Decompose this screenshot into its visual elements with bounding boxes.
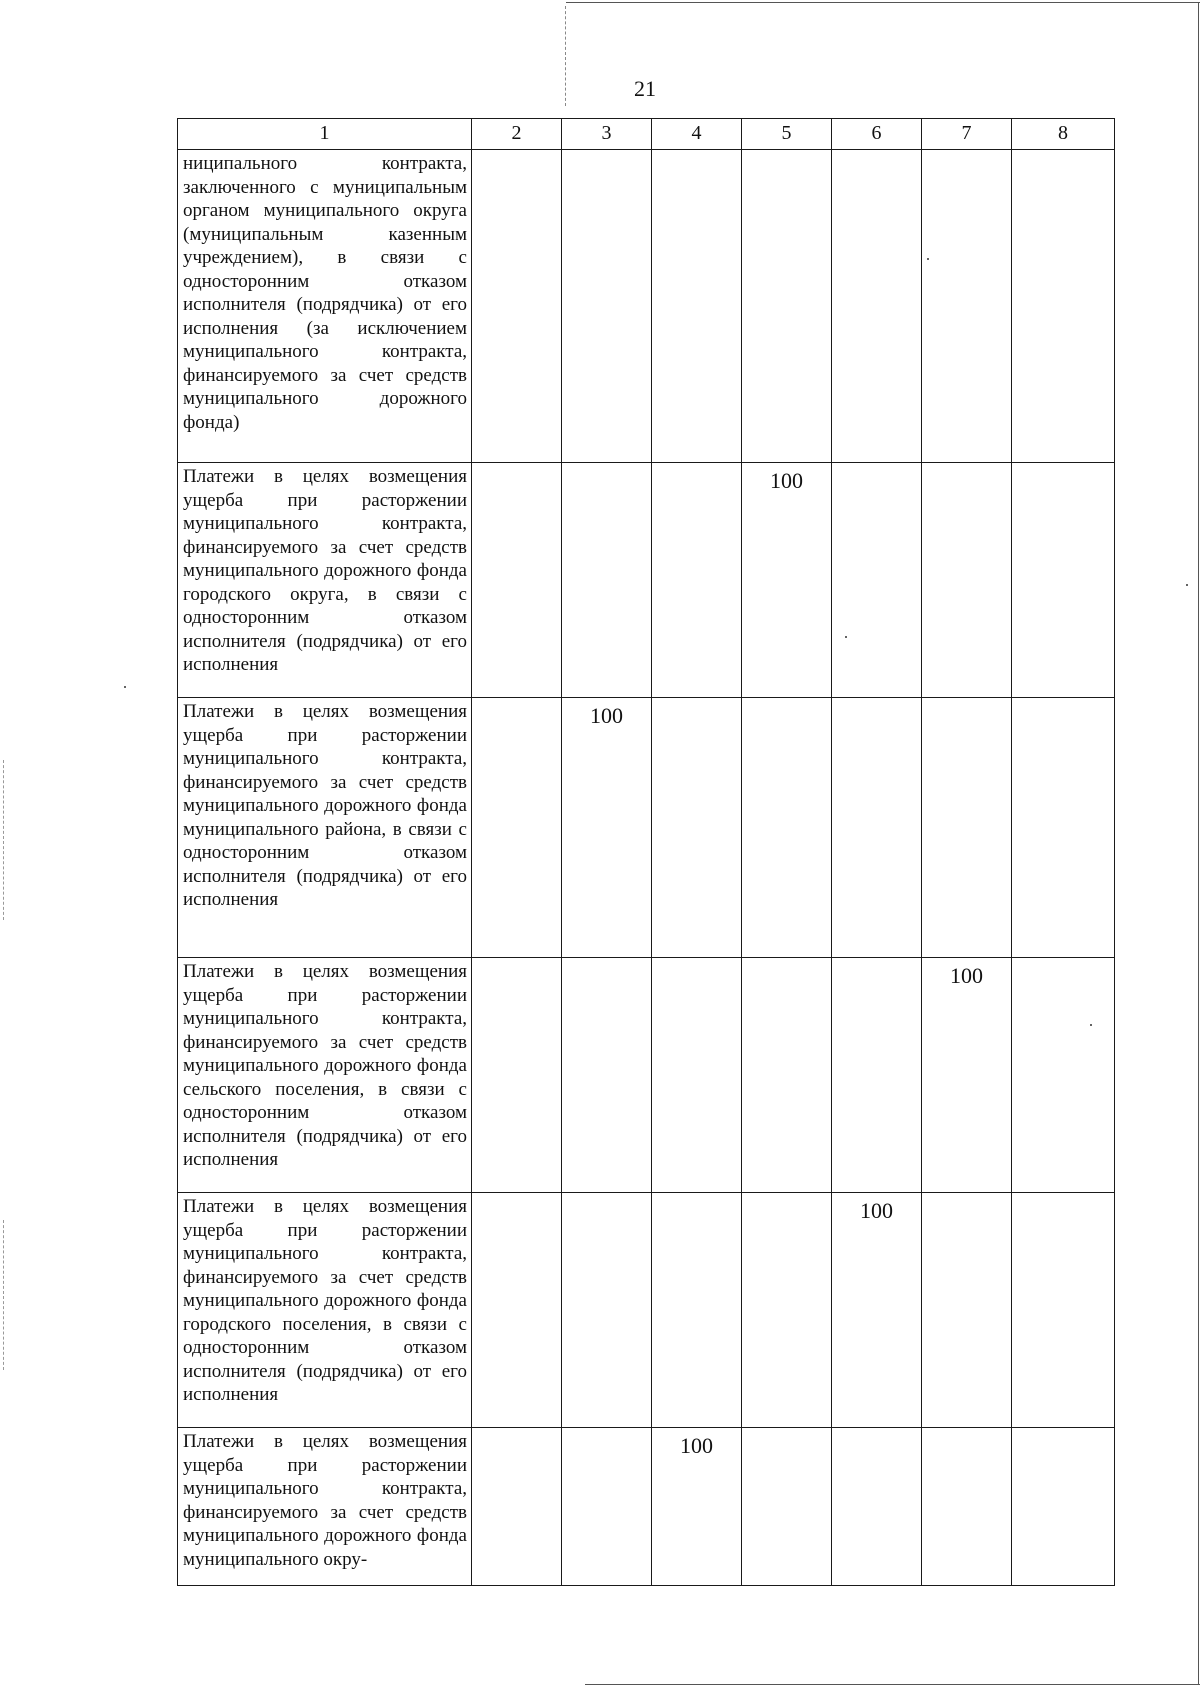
row-description: Платежи в целях возмещения ущерба при расторжении муниципального контракта, финансируемого за счет средств муниципального дорожного фонда муниципального района, в связи с односторонним отказом исполнителя (подрядчика) от его исполнения	[178, 698, 472, 958]
table-row	[178, 1193, 1115, 1428]
value-cell: 100	[562, 698, 652, 958]
page-number: 21	[634, 76, 656, 101]
value-cell	[1012, 698, 1115, 958]
table-row	[178, 463, 1115, 698]
value-cell: 100	[742, 463, 832, 698]
value-cell: 100	[832, 1193, 922, 1428]
value-cell	[652, 463, 742, 698]
value-cell	[832, 150, 922, 463]
column-header: 2	[472, 119, 562, 150]
fold-mark	[565, 6, 566, 106]
value-cell	[652, 1193, 742, 1428]
value-cell: 100	[652, 1428, 742, 1586]
column-header: 7	[922, 119, 1012, 150]
row-description: Платежи в целях возмещения ущерба при расторжении муниципального контракта, финансируемого за счет средств муниципального дорожного фонда городского округа, в связи с односторонним отказом исполнителя (подрядчика) от его исполнения	[178, 463, 472, 698]
margin-artifact	[3, 1220, 5, 1370]
value-cell	[922, 698, 1012, 958]
scan-edge-top	[566, 2, 1200, 3]
value-cell	[742, 1193, 832, 1428]
value-cell	[472, 1428, 562, 1586]
value-cell	[742, 150, 832, 463]
value-cell	[472, 463, 562, 698]
scan-speck	[1186, 584, 1188, 586]
value-cell	[562, 463, 652, 698]
scan-edge-bottom	[585, 1684, 1200, 1685]
value-cell	[562, 958, 652, 1193]
value-cell	[832, 698, 922, 958]
row-description: Платежи в целях возмещения ущерба при расторжении муниципального контракта, финансируемого за счет средств муниципального дорожного фонда городского поселения, в связи с односторонним отказом исполнителя (подрядчика) от его исполнения	[178, 1193, 472, 1428]
column-header: 8	[1012, 119, 1115, 150]
value-cell	[832, 1428, 922, 1586]
data-table	[177, 118, 1115, 1586]
value-cell	[562, 150, 652, 463]
value-cell	[1012, 463, 1115, 698]
table-row	[178, 698, 1115, 958]
value-cell	[652, 958, 742, 1193]
margin-artifact	[3, 760, 5, 920]
value-cell	[1012, 1193, 1115, 1428]
row-description: ниципального контракта, заключенного с муниципальным органом муниципального округа (муниципальным казенным учреждением), в связи с односторонним отказом исполнителя (подрядчика) от его исполнения (за исключением муниципального контракта, финансируемого за счет средств муниципального дорожного фонда)	[178, 150, 472, 463]
value-cell	[472, 958, 562, 1193]
value-cell	[922, 1193, 1012, 1428]
value-cell: 100	[922, 958, 1012, 1193]
column-header: 1	[178, 119, 472, 150]
value-cell	[472, 698, 562, 958]
value-cell	[1012, 958, 1115, 1193]
row-description: Платежи в целях возмещения ущерба при расторжении муниципального контракта, финансируемого за счет средств муниципального дорожного фонда муниципального окру-	[178, 1428, 472, 1586]
value-cell	[742, 958, 832, 1193]
value-cell	[832, 463, 922, 698]
value-cell	[472, 150, 562, 463]
scan-edge-right	[1198, 2, 1199, 1684]
value-cell	[652, 698, 742, 958]
header-row	[178, 119, 1115, 150]
value-cell	[922, 463, 1012, 698]
scan-speck	[124, 686, 126, 688]
value-cell	[1012, 150, 1115, 463]
value-cell	[832, 958, 922, 1193]
column-header: 4	[652, 119, 742, 150]
value-cell	[562, 1428, 652, 1586]
column-header: 3	[562, 119, 652, 150]
table-row	[178, 1428, 1115, 1586]
value-cell	[472, 1193, 562, 1428]
value-cell	[1012, 1428, 1115, 1586]
column-header: 6	[832, 119, 922, 150]
value-cell	[742, 1428, 832, 1586]
value-cell	[922, 1428, 1012, 1586]
row-description: Платежи в целях возмещения ущерба при расторжении муниципального контракта, финансируемого за счет средств муниципального дорожного фонда сельского поселения, в связи с односторонним отказом исполнителя (подрядчика) от его исполнения	[178, 958, 472, 1193]
table-row	[178, 150, 1115, 463]
column-header: 5	[742, 119, 832, 150]
value-cell	[922, 150, 1012, 463]
table-row	[178, 958, 1115, 1193]
value-cell	[562, 1193, 652, 1428]
value-cell	[652, 150, 742, 463]
value-cell	[742, 698, 832, 958]
